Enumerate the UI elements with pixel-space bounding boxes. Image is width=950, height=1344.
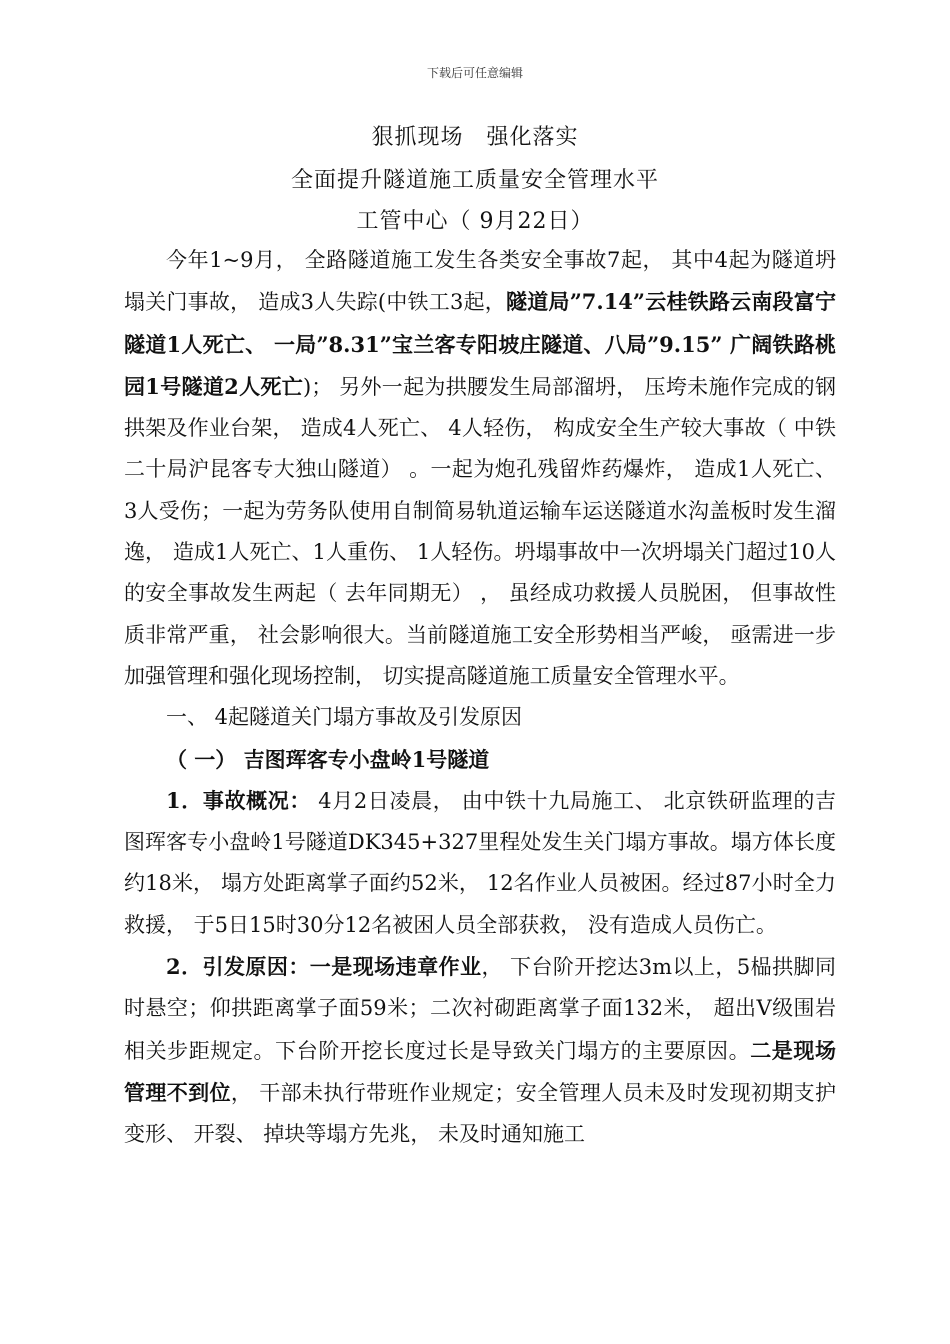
item-1-text: 4月2日凌晨， 由中铁十九局施工、 北京铁研监理的吉图珲客专小盘岭1号隧道DK345+327里程处发生关门塌方事故。塌方体长度约18米， 塌方处距离掌子面约52米， 12名作业人员被困。经过87小时全力救援， 于5日15时30分12名被困人员全部获救， 没有造成人员伤亡。	[124, 788, 836, 937]
section-1-heading: 一、 4起隧道关门塌方事故及引发原因	[166, 705, 523, 730]
title-line-1: 狠抓现场 强化落实	[371, 125, 579, 150]
item-2-bold-b: 二是现场管理不到位	[124, 1037, 836, 1105]
item-2-text-b: ， 干部未执行带班作业规定；安全管理人员未及时发现初期支护变形、 开裂、 掉块等塌方先兆， 未及时通知施工	[124, 1080, 836, 1147]
header-note: 下载后可任意编辑	[426, 66, 523, 80]
subsection-1-heading: （ 一） 吉图珲客专小盘岭1号隧道	[166, 746, 490, 772]
intro-text-2: )； 另外一起为拱腰发生局部溜坍， 压垮未施作完成的钢拱架及作业台架， 造成4人死亡、 4人轻伤， 构成安全生产较大事故（ 中铁二十局沪昆客专大独山隧道） 。一起为炮孔残留炸药爆炸， 造成1人死亡、3人受伤；一起为劳务队使用自制简易轨道运输车运送隧道水沟盖板时发生溜逸， 造成1人死亡、1人重伤、 1人轻伤。坍塌事故中一次坍塌关门超过10人的安全事故发生两起（ 去年同期无） ， 虽经成功救援人员脱困， 但事故性质非常严重， 社会影响很大。当前隧道施工安全形势相当严峻， 亟需进一步加强管理和强化现场控制， 切实提高隧道施工质量安全管理水平。	[124, 374, 836, 688]
title-line-2: 全面提升隧道施工质量安全管理水平	[290, 168, 659, 193]
intro-text-1: 今年1~9月， 全路隧道施工发生各类安全事故7起， 其中4起为隧道坍塌关门事故， 造成3人失踪(中铁工3起，	[124, 248, 836, 315]
title-line-3: 工管中心（ 9月22日）	[356, 209, 594, 234]
item-2-paragraph	[124, 946, 836, 1155]
intro-bold-text: 隧道局”7.14”云桂铁路云南段富宁隧道1人死亡、 一局”8.31”宝兰客专阳坡庄隧道、八局”9.15” 广阔铁路桃园1号隧道2人死亡	[124, 289, 836, 399]
item-1-label: 1．事故概况：	[166, 787, 311, 813]
intro-paragraph	[124, 240, 836, 697]
document-body	[124, 240, 836, 1156]
item-2-label: 2．引发原因：	[166, 954, 310, 980]
item-1-paragraph	[124, 780, 836, 946]
item-2-text-a: ， 下台阶开挖达3m以上，5榀拱脚同时悬空；仰拱距离掌子面59米；二次衬砌距离掌子面132米， 超出Ⅴ级围岩相关步距规定。下台阶开挖长度过长是导致关门塌方的主要原因。	[124, 955, 837, 1063]
item-2-bold-a: 一是现场违章作业	[309, 954, 482, 980]
